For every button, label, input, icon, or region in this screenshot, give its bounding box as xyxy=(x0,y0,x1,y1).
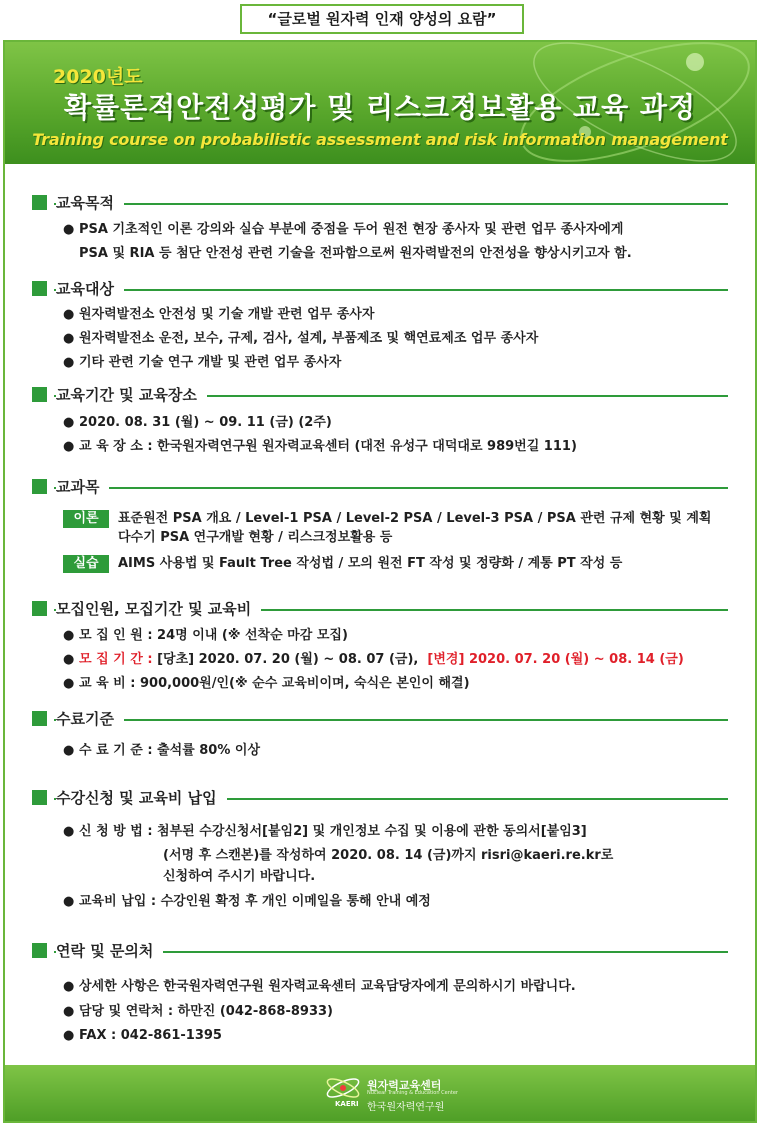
theory-line-2: 다수기 PSA 연구개발 현황 / 리스크정보활용 등 xyxy=(118,530,393,545)
section-application-header xyxy=(32,787,728,809)
footer-banner xyxy=(5,1065,755,1121)
purpose-line-1: ● PSA 기초적인 이론 강의와 실습 부분에 중점을 두어 원전 현장 종사자 및 관련 업무 종사자에게 xyxy=(63,222,624,237)
contact-fax: ● FAX : 042-861-1395 xyxy=(63,1028,222,1043)
section-completion-header xyxy=(32,708,728,730)
period-place: ● 교 육 장 소 : 한국원자력연구원 원자력교육센터 (대전 유성구 대덕대로 989번길 111) xyxy=(63,439,577,454)
section-contact-header xyxy=(32,940,728,962)
section-target-header xyxy=(32,278,728,300)
section-recruit-header xyxy=(32,598,728,620)
page-subtitle: Training course on probabilistic assessment and risk information management xyxy=(32,130,728,149)
section-marker-icon xyxy=(32,479,47,494)
section-period-header xyxy=(32,384,728,406)
target-item: ● 원자력발전소 운전, 보수, 규제, 검사, 설계, 부품제조 및 핵연료제조 업무 종사자 xyxy=(63,331,539,346)
center-name: 원자력교육센터 xyxy=(367,1079,442,1092)
target-item: ● 원자력발전소 안전성 및 기술 개발 관련 업무 종사자 xyxy=(63,307,375,322)
page-title: 확률론적안전성평가 및 리스크정보활용 교육 과정 xyxy=(63,91,696,124)
section-marker-icon xyxy=(32,711,47,726)
header-year: 2020년도 xyxy=(53,66,143,88)
institute-name: 한국원자력연구원 xyxy=(367,1102,445,1113)
section-marker-icon xyxy=(32,195,47,210)
section-title: 교과목 xyxy=(56,476,109,497)
section-marker-icon xyxy=(32,790,47,805)
tagline: “글로벌 원자력 인재 양성의 요람” xyxy=(240,4,524,34)
theory-tag: 이론 xyxy=(63,510,109,528)
completion-criteria: ● 수 료 기 준 : 출석률 80% 이상 xyxy=(63,743,261,758)
header-banner xyxy=(5,42,755,164)
section-purpose-header xyxy=(32,192,728,214)
contact-detail: ● 상세한 사항은 한국원자력연구원 원자력교육센터 교육담당자에게 문의하시기 바랍니다. xyxy=(63,979,576,994)
practice-line: AIMS 사용법 및 Fault Tree 작성법 / 모의 원전 FT 작성 및 정량화 / 계통 PT 작성 등 xyxy=(118,556,623,571)
purpose-line-2: PSA 및 RIA 등 첨단 안전성 관련 기술을 전파함으로써 원자력발전의 안전성을 향상시키고자 함. xyxy=(79,246,632,261)
section-title: 수료기준 xyxy=(56,708,124,729)
section-marker-icon xyxy=(32,601,47,616)
recruit-quota: ● 모 집 인 원 : 24명 이내 (※ 선착순 마감 모집) xyxy=(63,628,348,643)
section-curriculum-header xyxy=(32,476,728,498)
section-title: 교육기간 및 교육장소 xyxy=(56,384,207,405)
theory-line-1: 표준원전 PSA 개요 / Level-1 PSA / Level-2 PSA / Level-3 PSA / PSA 관련 규제 현황 및 계획 xyxy=(118,511,712,526)
application-method-line-3: 신청하여 주시기 바랍니다. xyxy=(163,869,316,884)
kaeri-logo-text: KAERI xyxy=(335,1100,359,1108)
poster-frame xyxy=(3,40,757,1123)
contact-person: ● 담당 및 연락처 : 하만진 (042-868-8933) xyxy=(63,1004,333,1019)
application-method-line-2: (서명 후 스캔본)를 작성하여 2020. 08. 14 (금)까지 risri@kaeri.re.kr로 xyxy=(163,848,614,863)
section-title: 모집인원, 모집기간 및 교육비 xyxy=(56,598,261,619)
section-title: 교육대상 xyxy=(56,278,124,299)
section-marker-icon xyxy=(32,281,47,296)
recruit-period: ● 모 집 기 간 : [당초] 2020. 07. 20 (월) ~ 08. 07 (금), [변경] 2020. 07. 20 (월) ~ 08. 14 (금) xyxy=(63,652,684,667)
practice-tag: 실습 xyxy=(63,555,109,573)
center-name-en: Nuclear Training & Education Center xyxy=(367,1090,458,1096)
application-method-line-1: ● 신 청 방 법 : 첨부된 수강신청서[붙임2] 및 개인정보 수집 및 이용에 관한 동의서[붙임3] xyxy=(63,824,587,839)
section-marker-icon xyxy=(32,387,47,402)
section-title: 교육목적 xyxy=(56,192,124,213)
application-payment: ● 교육비 납입 : 수강인원 확정 후 개인 이메일을 통해 안내 예정 xyxy=(63,894,431,909)
target-item: ● 기타 관련 기술 연구 개발 및 관련 업무 종사자 xyxy=(63,355,342,370)
period-date: ● 2020. 08. 31 (월) ~ 09. 11 (금) (2주) xyxy=(63,415,332,430)
section-title: 연락 및 문의처 xyxy=(56,940,163,961)
recruit-fee: ● 교 육 비 : 900,000원/인(※ 순수 교육비이며, 숙식은 본인이 해결) xyxy=(63,676,470,691)
section-marker-icon xyxy=(32,943,47,958)
section-title: 수강신청 및 교육비 납입 xyxy=(56,787,227,808)
